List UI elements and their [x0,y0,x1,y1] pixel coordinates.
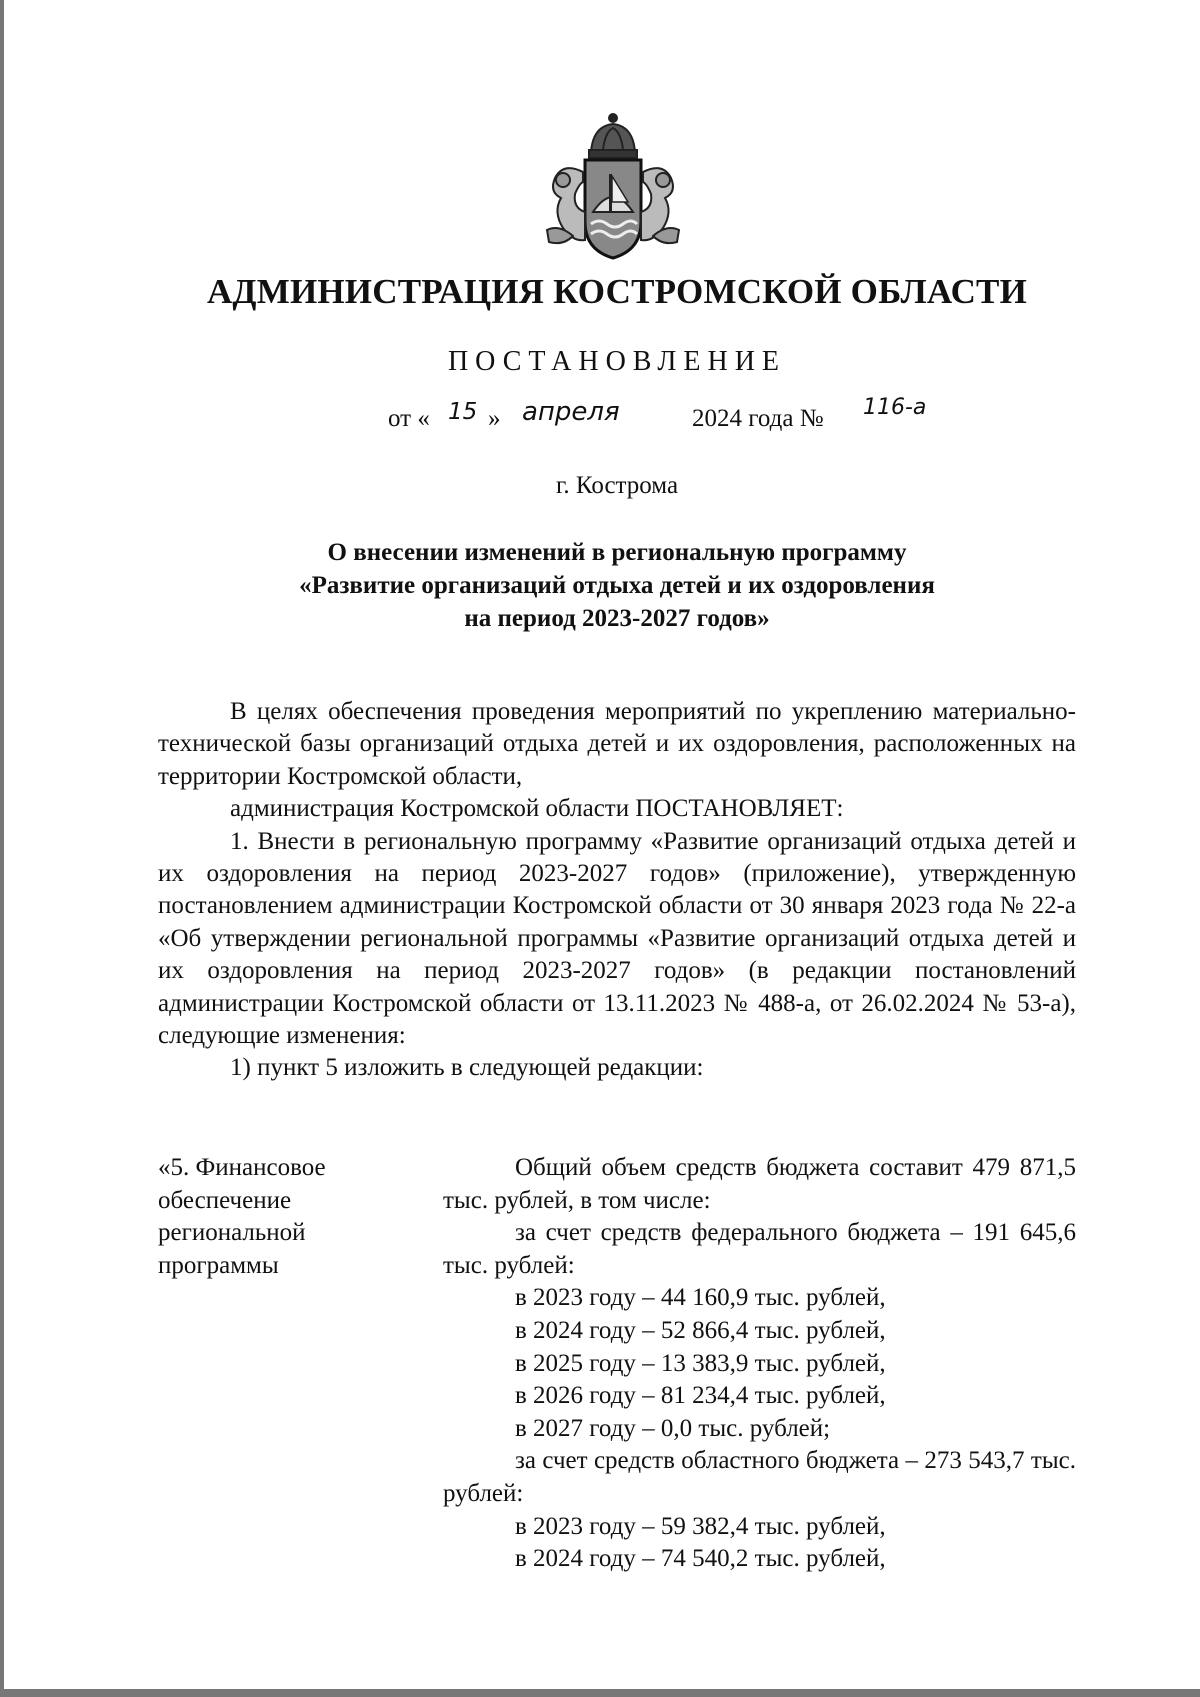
financing-values-column [443,1152,1076,1576]
coat-of-arms-emblem [533,112,693,262]
document-subject [200,536,1034,635]
financing-federal-item: в 2023 году – 44 160,9 тыс. рублей, [515,1284,886,1312]
body-paragraph-purpose: В целях обеспечения проведения мероприятий по укреплению материально-технической базы организаций отдыха детей и их оздоровления, расположенных на территории Костромской области, [158,698,1076,790]
body-paragraph-resolves: администрация Костромской области ПОСТАНОВЛЯЕТ: [230,795,844,823]
body-text [158,696,1076,1085]
document-number-handwritten: 116-а [863,395,927,420]
document-type: ПОСТАНОВЛЕНИЕ [447,346,787,377]
financing-federal-item: в 2026 году – 81 234,4 тыс. рублей, [515,1382,886,1410]
subject-line-1: О внесении изменений в региональную программу [327,539,907,566]
organization-title: АДМИНИСТРАЦИЯ КОСТРОМСКОЙ ОБЛАСТИ [206,272,1028,311]
financing-federal-item: в 2027 году – 0,0 тыс. рублей; [515,1414,831,1442]
city: г. Кострома [555,472,679,499]
financing-label-line: программы [158,1251,279,1279]
date-prefix: от « [388,405,430,432]
body-paragraph-item-1: 1. Внести в региональную программу «Развитие организаций отдыха детей и их оздоровления на период 2023-2027 годов» (приложение), утвержденную постановлением администрации Костромской области от 30 января 2023 года № 22-а «Об утверждении региональной программы «Развитие организаций отдыха детей и их оздоровления на период 2023-2027 годов» (в редакции постановлений администрации Костромской области от 13.11.2023 № 488-а, от 26.02.2024 № 53-а), следующие изменения: [158,827,1076,1050]
lion-left-icon [547,168,585,243]
subject-line-2: «Развитие организаций отдыха детей и их оздоровления [299,572,935,599]
date-day-close: » [488,405,501,432]
financing-label-column [158,1152,388,1282]
date-day-handwritten: 15 [448,399,478,425]
financing-label-line: «5. Финансовое [158,1154,326,1181]
lion-right-icon [641,168,679,243]
financing-regional-intro: за счет средств областного бюджета – 273 543,7 тыс. рублей: [443,1447,1076,1507]
financing-label-line: региональной [158,1219,306,1247]
financing-label-line: обеспечение [158,1186,292,1214]
financing-federal-intro: за счет средств федерального бюджета – 191 645,6 тыс. рублей: [443,1219,1076,1279]
date-month-handwritten: апреля [522,397,620,427]
subject-line-3: на период 2023-2027 годов» [464,605,770,632]
shield-icon [585,160,641,258]
date-year-number-label: 2024 года № [692,405,824,432]
financing-total: Общий объем средств бюджета составит 479 871,5 тыс. рублей, в том числе: [443,1154,1076,1214]
crown-icon [589,114,637,158]
financing-regional-item: в 2024 году – 74 540,2 тыс. рублей, [515,1545,886,1573]
body-paragraph-subitem-1: 1) пункт 5 изложить в следующей редакции: [230,1054,704,1082]
financing-regional-item: в 2023 году – 59 382,4 тыс. рублей, [515,1512,886,1540]
financing-federal-item: в 2025 году – 13 383,9 тыс. рублей, [515,1349,886,1377]
financing-federal-item: в 2024 году – 52 866,4 тыс. рублей, [515,1316,886,1344]
